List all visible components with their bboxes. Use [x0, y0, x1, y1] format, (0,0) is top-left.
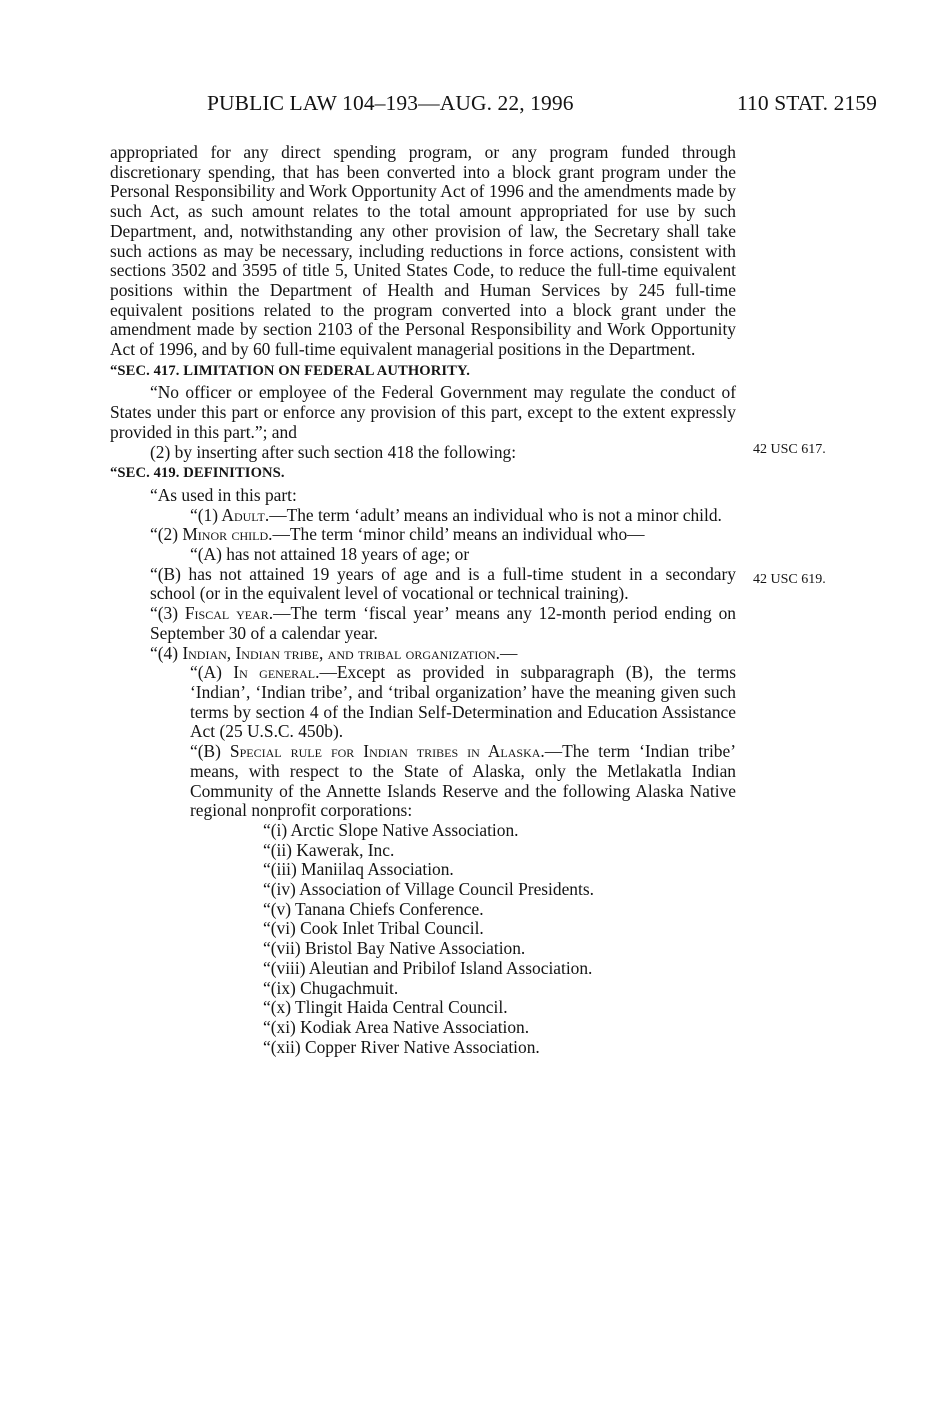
list-item: “(i) Arctic Slope Native Association.: [263, 819, 519, 840]
definition-fiscal-year-label: “(3) Fiscal year.: [150, 603, 274, 624]
definition-indian-dash: —: [500, 642, 518, 663]
definition-minor-child: [110, 525, 736, 545]
definition-adult-label: “(1) Adult.: [190, 504, 270, 525]
list-item: “(iv) Association of Village Council Presidents.: [263, 879, 594, 900]
list-item: “(vii) Bristol Bay Native Association.: [263, 938, 526, 959]
intro-paragraph: appropriated for any direct spending program, or any program funded through discretionary spending, that has been converted into a block grant program under the Personal Responsibility and Work Opportunity Act of 1996 and the amendments made by such Act, as such amount relates to the total amount appropriated for use by such Department, and, notwithstanding any other provision of law, the Secretary shall take such actions as may be necessary, including reductions in force actions, consistent with sections 3502 and 3595 of title 5, United States Code, to reduce the full-time equivalent positions within the Department of Health and Human Services by 245 full-time equivalent positions related to the program converted into a block grant under the amendment made by section 2103 of the Personal Responsibility and Work Opportunity Act of 1996, and by 60 full-time equivalent managerial positions in the Department.: [110, 142, 736, 360]
definition-fiscal-year: [110, 604, 736, 643]
definition-minor-child-a: “(A) has not attained 18 years of age; or: [190, 544, 470, 565]
margin-citation-sec-419: 42 USC 619.: [753, 572, 826, 587]
list-item: “(xi) Kodiak Area Native Association.: [263, 1016, 530, 1037]
definition-adult: [110, 506, 736, 526]
section-417-heading: “SEC. 417. LIMITATION ON FEDERAL AUTHORITY.: [110, 362, 471, 379]
list-item: “(viii) Aleutian and Pribilof Island Association.: [263, 957, 593, 978]
section-417-text: “No officer or employee of the Federal Government may regulate the conduct of States under this part or enforce any provision of this part, except to the extent expressly provided in this part.”; and: [110, 382, 736, 442]
section-419-heading: “SEC. 419. DEFINITIONS.: [110, 465, 285, 482]
alaska-corporations-list: [110, 821, 736, 1057]
definition-minor-child-text: —The term ‘minor child’ means an individual who—: [272, 524, 645, 545]
list-item: “(x) Tlingit Haida Central Council.: [263, 997, 508, 1018]
insert-instruction: (2) by inserting after such section 418 the following:: [150, 441, 517, 462]
list-item: “(vi) Cook Inlet Tribal Council.: [263, 918, 484, 939]
definition-indian-general: [110, 663, 736, 742]
running-header-title: PUBLIC LAW 104–193—AUG. 22, 1996: [207, 91, 574, 115]
list-item: “(ix) Chugachmuit.: [263, 977, 399, 998]
definition-indian-label: “(4) Indian, Indian tribe, and tribal organization.: [150, 642, 501, 663]
definition-indian-alaska-label: “(B) Special rule for Indian tribes in Alaska.: [190, 741, 545, 762]
list-item: “(xii) Copper River Native Association.: [263, 1036, 540, 1057]
page-stat-number: 110 STAT. 2159: [736, 91, 877, 115]
margin-citation-sec-417: 42 USC 617.: [753, 442, 826, 457]
document-body: [110, 143, 736, 1057]
definition-indian: [110, 644, 736, 664]
list-item: “(v) Tanana Chiefs Conference.: [263, 898, 484, 919]
section-419-lead: “As used in this part:: [150, 484, 297, 505]
definition-indian-alaska: [110, 742, 736, 821]
definition-minor-child-b: “(B) has not attained 19 years of age and is a full-time student in a secondary school (or in the equivalent level of vocational or technical training).: [150, 563, 736, 604]
definition-fiscal-year-text: —The term ‘fiscal year’ means any 12-month period ending on September 30 of a calendar year.: [150, 603, 736, 643]
definition-indian-alaska-text: —The term ‘Indian tribe’ means, with respect to the State of Alaska, only the Metlakatla Indian Community of the Annette Islands Reserve and the following Alaska Native regional nonprofit corporations:: [190, 741, 736, 821]
definition-adult-text: —The term ‘adult’ means an individual who is not a minor child.: [269, 504, 722, 525]
list-item: “(ii) Kawerak, Inc.: [263, 839, 395, 860]
definition-indian-general-label: “(A) In general.: [190, 662, 320, 683]
definition-minor-child-label: “(2) Minor child.: [150, 524, 273, 545]
definition-indian-general-text: —Except as provided in subparagraph (B), the terms ‘Indian’, ‘Indian tribe’, and ‘tribal organization’ have the meaning given such terms by section 4 of the Indian Self-Determination and Education Assistance Act (25 U.S.C. 450b).: [190, 662, 737, 742]
list-item: “(iii) Maniilaq Association.: [263, 859, 454, 880]
